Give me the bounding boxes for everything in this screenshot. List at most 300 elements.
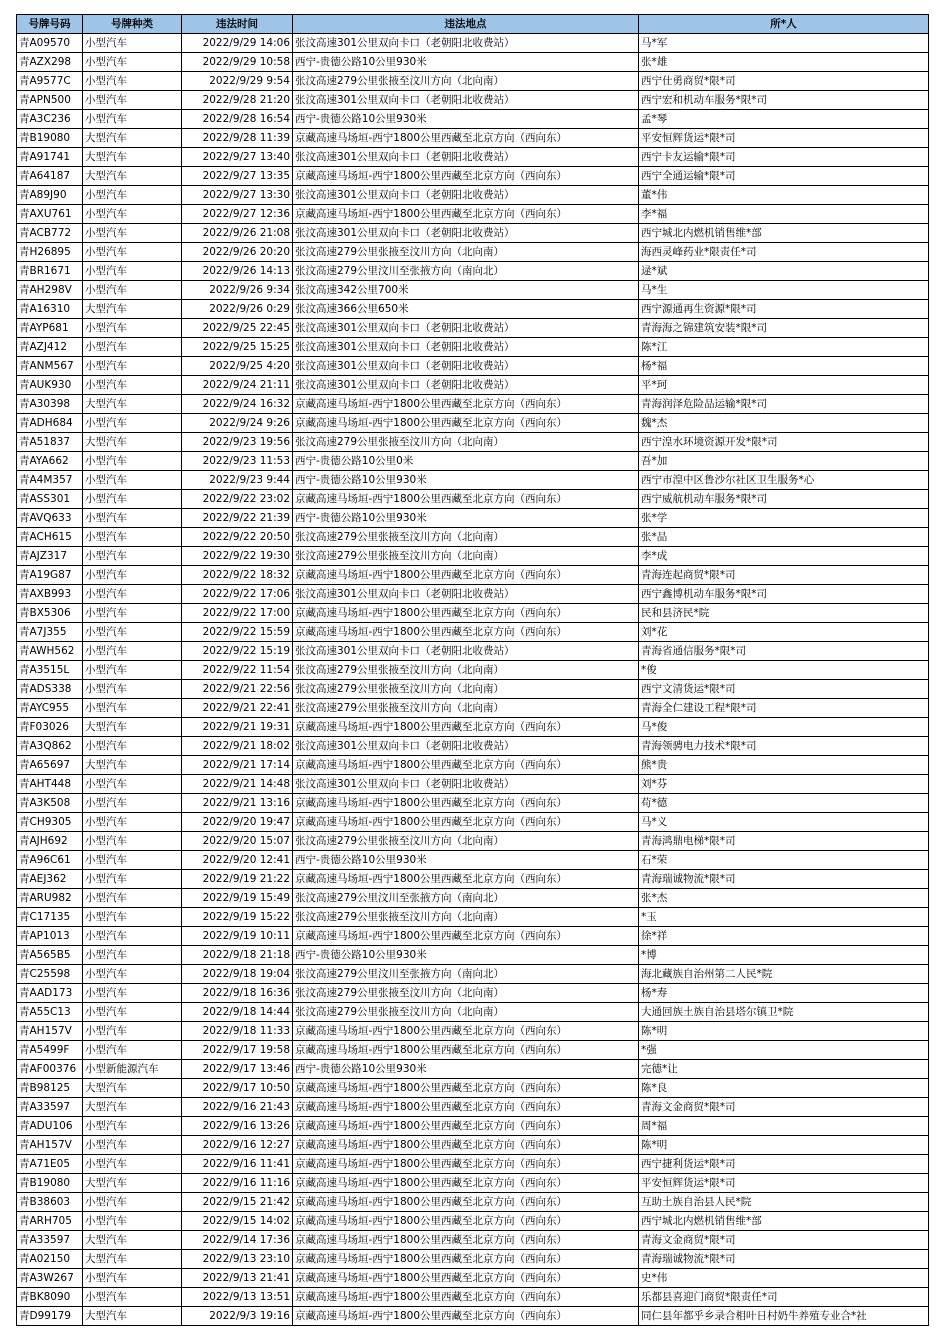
cell-plate: 青A09570 xyxy=(17,34,83,53)
cell-plate: 青ADS338 xyxy=(17,680,83,699)
cell-owner: 平安恒辉货运*限*司 xyxy=(639,1174,929,1193)
table-row xyxy=(17,794,929,813)
cell-plate: 青A89J90 xyxy=(17,186,83,205)
table-row xyxy=(17,433,929,452)
cell-owner: 张*学 xyxy=(639,509,929,528)
cell-location: 京藏高速马场垣-西宁1800公里西藏至北京方向（西向东） xyxy=(293,1136,639,1155)
cell-plate: 青A02150 xyxy=(17,1250,83,1269)
cell-time: 2022/9/17 10:50 xyxy=(182,1079,293,1098)
cell-time: 2022/9/21 22:56 xyxy=(182,680,293,699)
cell-plate: 青A55C13 xyxy=(17,1003,83,1022)
cell-plate: 青AJZ317 xyxy=(17,547,83,566)
header-row xyxy=(17,15,929,34)
cell-plate: 青AZJ412 xyxy=(17,338,83,357)
table-row xyxy=(17,737,929,756)
cell-owner: 西宁卡友运输*限*司 xyxy=(639,148,929,167)
cell-location: 京藏高速马场垣-西宁1800公里西藏至北京方向（西向东） xyxy=(293,1117,639,1136)
cell-time: 2022/9/22 19:30 xyxy=(182,547,293,566)
cell-owner: 马*军 xyxy=(639,34,929,53)
cell-location: 京藏高速马场垣-西宁1800公里西藏至北京方向（西向东） xyxy=(293,1155,639,1174)
table-row xyxy=(17,547,929,566)
cell-type: 小型汽车 xyxy=(83,547,182,566)
cell-plate: 青AWH562 xyxy=(17,642,83,661)
cell-type: 大型汽车 xyxy=(83,395,182,414)
cell-owner: 民和县济民*院 xyxy=(639,604,929,623)
cell-plate: 青AAD173 xyxy=(17,984,83,1003)
cell-location: 张汶高速279公里张掖至汶川方向（北向南） xyxy=(293,528,639,547)
table-row xyxy=(17,205,929,224)
cell-type: 小型汽车 xyxy=(83,623,182,642)
table-row xyxy=(17,851,929,870)
cell-location: 京藏高速马场垣-西宁1800公里西藏至北京方向（西向东） xyxy=(293,756,639,775)
table-row xyxy=(17,471,929,490)
table-row xyxy=(17,832,929,851)
cell-location: 西宁-贵德公路10公里0米 xyxy=(293,452,639,471)
cell-time: 2022/9/22 21:39 xyxy=(182,509,293,528)
cell-time: 2022/9/16 21:43 xyxy=(182,1098,293,1117)
cell-location: 京藏高速马场垣-西宁1800公里西藏至北京方向（西向东） xyxy=(293,1098,639,1117)
cell-location: 张汶高速366公里650米 xyxy=(293,300,639,319)
cell-owner: 周*福 xyxy=(639,1117,929,1136)
cell-plate: 青A3W267 xyxy=(17,1269,83,1288)
cell-location: 京藏高速马场垣-西宁1800公里西藏至北京方向（西向东） xyxy=(293,623,639,642)
cell-time: 2022/9/23 9:44 xyxy=(182,471,293,490)
cell-time: 2022/9/27 13:30 xyxy=(182,186,293,205)
cell-type: 小型汽车 xyxy=(83,851,182,870)
cell-type: 小型汽车 xyxy=(83,585,182,604)
table-row xyxy=(17,1212,929,1231)
cell-location: 京藏高速马场垣-西宁1800公里西藏至北京方向（西向东） xyxy=(293,1212,639,1231)
cell-type: 小型汽车 xyxy=(83,281,182,300)
cell-owner: 孟*琴 xyxy=(639,110,929,129)
cell-owner: 杨*福 xyxy=(639,357,929,376)
table-row xyxy=(17,1307,929,1326)
cell-location: 张汶高速301公里双向卡口（老朝阳北收费站） xyxy=(293,319,639,338)
cell-owner: 海北藏族自治州第二人民*院 xyxy=(639,965,929,984)
cell-type: 小型汽车 xyxy=(83,604,182,623)
cell-type: 小型汽车 xyxy=(83,53,182,72)
cell-location: 张汶高速279公里张掖至汶川方向（北向南） xyxy=(293,984,639,1003)
cell-type: 小型汽车 xyxy=(83,965,182,984)
cell-type: 小型汽车 xyxy=(83,91,182,110)
cell-location: 张汶高速279公里汶川至张掖方向（南向北） xyxy=(293,262,639,281)
cell-plate: 青ACB772 xyxy=(17,224,83,243)
cell-time: 2022/9/28 21:20 xyxy=(182,91,293,110)
table-row xyxy=(17,509,929,528)
cell-type: 大型汽车 xyxy=(83,1079,182,1098)
cell-plate: 青AJH692 xyxy=(17,832,83,851)
cell-owner: 杨*寿 xyxy=(639,984,929,1003)
cell-location: 京藏高速马场垣-西宁1800公里西藏至北京方向（西向东） xyxy=(293,718,639,737)
cell-owner: 逯*斌 xyxy=(639,262,929,281)
cell-location: 京藏高速马场垣-西宁1800公里西藏至北京方向（西向东） xyxy=(293,1193,639,1212)
cell-plate: 青ADH684 xyxy=(17,414,83,433)
cell-time: 2022/9/21 18:02 xyxy=(182,737,293,756)
table-row xyxy=(17,718,929,737)
table-row xyxy=(17,813,929,832)
cell-time: 2022/9/23 11:53 xyxy=(182,452,293,471)
cell-type: 小型汽车 xyxy=(83,1155,182,1174)
cell-type: 小型汽车 xyxy=(83,1269,182,1288)
cell-time: 2022/9/25 4:20 xyxy=(182,357,293,376)
cell-owner: 西宁源通再生资源*限*司 xyxy=(639,300,929,319)
cell-location: 张汶高速301公里双向卡口（老朝阳北收费站） xyxy=(293,338,639,357)
cell-time: 2022/9/16 11:16 xyxy=(182,1174,293,1193)
cell-type: 小型新能源汽车 xyxy=(83,1060,182,1079)
cell-location: 张汶高速279公里张掖至汶川方向（北向南） xyxy=(293,699,639,718)
table-row xyxy=(17,34,929,53)
table-row xyxy=(17,53,929,72)
cell-type: 小型汽车 xyxy=(83,794,182,813)
cell-plate: 青AVQ633 xyxy=(17,509,83,528)
cell-owner: 魏*杰 xyxy=(639,414,929,433)
cell-owner: *强 xyxy=(639,1041,929,1060)
cell-plate: 青ACH615 xyxy=(17,528,83,547)
cell-location: 京藏高速马场垣-西宁1800公里西藏至北京方向（西向东） xyxy=(293,1288,639,1307)
cell-time: 2022/9/27 12:36 xyxy=(182,205,293,224)
cell-plate: 青A19G87 xyxy=(17,566,83,585)
cell-type: 大型汽车 xyxy=(83,1231,182,1250)
table-row xyxy=(17,1155,929,1174)
cell-owner: 海西灵峰药业*限责任*司 xyxy=(639,243,929,262)
cell-plate: 青C17135 xyxy=(17,908,83,927)
cell-type: 小型汽车 xyxy=(83,870,182,889)
cell-time: 2022/9/29 14:06 xyxy=(182,34,293,53)
cell-owner: 史*伟 xyxy=(639,1269,929,1288)
cell-plate: 青APN500 xyxy=(17,91,83,110)
cell-type: 小型汽车 xyxy=(83,775,182,794)
cell-type: 小型汽车 xyxy=(83,528,182,547)
cell-type: 小型汽车 xyxy=(83,642,182,661)
cell-owner: 大通回族土族自治县塔尔镇卫*院 xyxy=(639,1003,929,1022)
cell-plate: 青A7J355 xyxy=(17,623,83,642)
cell-time: 2022/9/15 14:02 xyxy=(182,1212,293,1231)
cell-time: 2022/9/21 22:41 xyxy=(182,699,293,718)
cell-time: 2022/9/19 10:11 xyxy=(182,927,293,946)
cell-owner: 熊*贵 xyxy=(639,756,929,775)
cell-owner: *玉 xyxy=(639,908,929,927)
table-row xyxy=(17,1250,929,1269)
cell-location: 西宁-贵德公路10公里930米 xyxy=(293,946,639,965)
cell-time: 2022/9/22 18:32 xyxy=(182,566,293,585)
cell-time: 2022/9/21 17:14 xyxy=(182,756,293,775)
cell-plate: 青AZX298 xyxy=(17,53,83,72)
cell-time: 2022/9/26 21:08 xyxy=(182,224,293,243)
cell-time: 2022/9/3 19:16 xyxy=(182,1307,293,1326)
cell-type: 小型汽车 xyxy=(83,224,182,243)
cell-location: 张汶高速279公里张掖至汶川方向（北向南） xyxy=(293,72,639,91)
cell-time: 2022/9/13 21:41 xyxy=(182,1269,293,1288)
cell-location: 京藏高速马场垣-西宁1800公里西藏至北京方向（西向东） xyxy=(293,813,639,832)
cell-time: 2022/9/14 17:36 xyxy=(182,1231,293,1250)
cell-location: 京藏高速马场垣-西宁1800公里西藏至北京方向（西向东） xyxy=(293,870,639,889)
cell-plate: 青A51837 xyxy=(17,433,83,452)
table-row xyxy=(17,357,929,376)
cell-owner: 苟*德 xyxy=(639,794,929,813)
cell-owner: 青海省通信服务*限*司 xyxy=(639,642,929,661)
cell-location: 西宁-贵德公路10公里930米 xyxy=(293,509,639,528)
cell-owner: 张*杰 xyxy=(639,889,929,908)
table-row xyxy=(17,300,929,319)
cell-location: 京藏高速马场垣-西宁1800公里西藏至北京方向（西向东） xyxy=(293,1174,639,1193)
cell-owner: 平安恒辉货运*限*司 xyxy=(639,129,929,148)
cell-location: 张汶高速279公里张掖至汶川方向（北向南） xyxy=(293,433,639,452)
table-row xyxy=(17,1231,929,1250)
cell-plate: 青B19080 xyxy=(17,129,83,148)
table-row xyxy=(17,756,929,775)
cell-time: 2022/9/25 15:25 xyxy=(182,338,293,357)
table-row xyxy=(17,870,929,889)
cell-location: 京藏高速马场垣-西宁1800公里西藏至北京方向（西向东） xyxy=(293,129,639,148)
cell-type: 小型汽车 xyxy=(83,490,182,509)
cell-type: 大型汽车 xyxy=(83,167,182,186)
cell-owner: 青海润泽危险品运输*限*司 xyxy=(639,395,929,414)
cell-owner: 同仁县年都乎乡录合相叶日村奶牛养殖专业合*社 xyxy=(639,1307,929,1326)
cell-location: 张汶高速279公里张掖至汶川方向（北向南） xyxy=(293,661,639,680)
cell-type: 大型汽车 xyxy=(83,129,182,148)
table-body xyxy=(17,34,929,1326)
table-row xyxy=(17,1117,929,1136)
violation-sheet xyxy=(16,14,929,1326)
cell-type: 小型汽车 xyxy=(83,737,182,756)
cell-location: 京藏高速马场垣-西宁1800公里西藏至北京方向（西向东） xyxy=(293,1307,639,1326)
cell-time: 2022/9/20 12:41 xyxy=(182,851,293,870)
cell-type: 小型汽车 xyxy=(83,1022,182,1041)
cell-plate: 青A65697 xyxy=(17,756,83,775)
cell-location: 张汶高速301公里双向卡口（老朝阳北收费站） xyxy=(293,376,639,395)
cell-time: 2022/9/22 15:19 xyxy=(182,642,293,661)
cell-location: 张汶高速301公里双向卡口（老朝阳北收费站） xyxy=(293,148,639,167)
cell-plate: 青A3C236 xyxy=(17,110,83,129)
cell-plate: 青AH298V xyxy=(17,281,83,300)
cell-location: 京藏高速马场垣-西宁1800公里西藏至北京方向（西向东） xyxy=(293,927,639,946)
header-plate: 号牌号码 xyxy=(17,15,83,34)
cell-owner: 完德*让 xyxy=(639,1060,929,1079)
cell-plate: 青CH9305 xyxy=(17,813,83,832)
table-row xyxy=(17,414,929,433)
cell-time: 2022/9/18 14:44 xyxy=(182,1003,293,1022)
cell-type: 小型汽车 xyxy=(83,376,182,395)
cell-type: 小型汽车 xyxy=(83,946,182,965)
cell-time: 2022/9/13 23:10 xyxy=(182,1250,293,1269)
cell-owner: 青海文金商贸*限*司 xyxy=(639,1098,929,1117)
cell-location: 京藏高速马场垣-西宁1800公里西藏至北京方向（西向东） xyxy=(293,1022,639,1041)
cell-plate: 青AEJ362 xyxy=(17,870,83,889)
cell-location: 京藏高速马场垣-西宁1800公里西藏至北京方向（西向东） xyxy=(293,395,639,414)
table-row xyxy=(17,1193,929,1212)
cell-plate: 青A9577C xyxy=(17,72,83,91)
cell-type: 小型汽车 xyxy=(83,1193,182,1212)
cell-type: 小型汽车 xyxy=(83,699,182,718)
cell-owner: 青海全仁建设工程*限*司 xyxy=(639,699,929,718)
cell-type: 大型汽车 xyxy=(83,148,182,167)
cell-plate: 青ASS301 xyxy=(17,490,83,509)
cell-owner: *博 xyxy=(639,946,929,965)
cell-plate: 青A64187 xyxy=(17,167,83,186)
cell-type: 小型汽车 xyxy=(83,927,182,946)
cell-type: 大型汽车 xyxy=(83,756,182,775)
cell-plate: 青ANM567 xyxy=(17,357,83,376)
cell-location: 京藏高速马场垣-西宁1800公里西藏至北京方向（西向东） xyxy=(293,794,639,813)
cell-time: 2022/9/18 21:18 xyxy=(182,946,293,965)
cell-time: 2022/9/25 22:45 xyxy=(182,319,293,338)
cell-owner: 董*伟 xyxy=(639,186,929,205)
cell-location: 京藏高速马场垣-西宁1800公里西藏至北京方向（西向东） xyxy=(293,205,639,224)
cell-owner: 李*成 xyxy=(639,547,929,566)
cell-plate: 青AXB993 xyxy=(17,585,83,604)
cell-owner: 西宁鑫博机动车服务*限*司 xyxy=(639,585,929,604)
cell-owner: 马*生 xyxy=(639,281,929,300)
cell-owner: 西宁威航机动车服务*限*司 xyxy=(639,490,929,509)
cell-plate: 青AH157V xyxy=(17,1022,83,1041)
cell-location: 张汶高速279公里张掖至汶川方向（北向南） xyxy=(293,680,639,699)
cell-location: 京藏高速马场垣-西宁1800公里西藏至北京方向（西向东） xyxy=(293,566,639,585)
cell-owner: 互助土族自治县人民*院 xyxy=(639,1193,929,1212)
cell-type: 小型汽车 xyxy=(83,832,182,851)
cell-type: 小型汽车 xyxy=(83,319,182,338)
cell-type: 大型汽车 xyxy=(83,300,182,319)
cell-location: 张汶高速301公里双向卡口（老朝阳北收费站） xyxy=(293,224,639,243)
cell-location: 京藏高速马场垣-西宁1800公里西藏至北京方向（西向东） xyxy=(293,1269,639,1288)
table-row xyxy=(17,699,929,718)
cell-plate: 青AP1013 xyxy=(17,927,83,946)
cell-type: 小型汽车 xyxy=(83,357,182,376)
cell-plate: 青BX5306 xyxy=(17,604,83,623)
table-row xyxy=(17,110,929,129)
cell-time: 2022/9/16 11:41 xyxy=(182,1155,293,1174)
cell-time: 2022/9/24 9:26 xyxy=(182,414,293,433)
table-row xyxy=(17,680,929,699)
cell-location: 京藏高速马场垣-西宁1800公里西藏至北京方向（西向东） xyxy=(293,490,639,509)
cell-time: 2022/9/26 9:34 xyxy=(182,281,293,300)
cell-plate: 青B19080 xyxy=(17,1174,83,1193)
cell-location: 张汶高速279公里张掖至汶川方向（北向南） xyxy=(293,832,639,851)
cell-time: 2022/9/29 9:54 xyxy=(182,72,293,91)
table-row xyxy=(17,129,929,148)
cell-location: 京藏高速马场垣-西宁1800公里西藏至北京方向（西向东） xyxy=(293,604,639,623)
cell-type: 小型汽车 xyxy=(83,205,182,224)
cell-location: 张汶高速279公里汶川至张掖方向（南向北） xyxy=(293,965,639,984)
cell-location: 张汶高速301公里双向卡口（老朝阳北收费站） xyxy=(293,34,639,53)
table-row xyxy=(17,452,929,471)
cell-owner: 西宁城北内燃机销售维*部 xyxy=(639,1212,929,1231)
cell-location: 京藏高速马场垣-西宁1800公里西藏至北京方向（西向东） xyxy=(293,414,639,433)
table-row xyxy=(17,1288,929,1307)
header-type: 号牌种类 xyxy=(83,15,182,34)
cell-plate: 青A4M357 xyxy=(17,471,83,490)
cell-time: 2022/9/17 13:46 xyxy=(182,1060,293,1079)
cell-plate: 青BR1671 xyxy=(17,262,83,281)
table-row xyxy=(17,1098,929,1117)
cell-plate: 青AYA662 xyxy=(17,452,83,471)
table-row xyxy=(17,148,929,167)
cell-plate: 青A33597 xyxy=(17,1231,83,1250)
table-row xyxy=(17,642,929,661)
cell-type: 大型汽车 xyxy=(83,1250,182,1269)
cell-time: 2022/9/21 14:48 xyxy=(182,775,293,794)
cell-type: 大型汽车 xyxy=(83,1307,182,1326)
cell-plate: 青AYC955 xyxy=(17,699,83,718)
table-row xyxy=(17,1174,929,1193)
cell-plate: 青A33597 xyxy=(17,1098,83,1117)
table-row xyxy=(17,224,929,243)
cell-time: 2022/9/27 13:40 xyxy=(182,148,293,167)
cell-type: 小型汽车 xyxy=(83,908,182,927)
cell-type: 小型汽车 xyxy=(83,243,182,262)
cell-type: 大型汽车 xyxy=(83,718,182,737)
cell-owner: 刘*芬 xyxy=(639,775,929,794)
cell-location: 京藏高速马场垣-西宁1800公里西藏至北京方向（西向东） xyxy=(293,1041,639,1060)
table-row xyxy=(17,1079,929,1098)
cell-plate: 青AYP681 xyxy=(17,319,83,338)
cell-time: 2022/9/22 15:59 xyxy=(182,623,293,642)
cell-type: 小型汽车 xyxy=(83,1136,182,1155)
table-row xyxy=(17,395,929,414)
cell-owner: 西宁仕勇商贸*限*司 xyxy=(639,72,929,91)
table-row xyxy=(17,984,929,1003)
cell-time: 2022/9/28 16:54 xyxy=(182,110,293,129)
cell-location: 张汶高速279公里汶川至张掖方向（南向北） xyxy=(293,889,639,908)
table-row xyxy=(17,243,929,262)
cell-owner: 刘*花 xyxy=(639,623,929,642)
table-row xyxy=(17,91,929,110)
header-time: 违法时间 xyxy=(182,15,293,34)
table-row xyxy=(17,927,929,946)
table-row xyxy=(17,946,929,965)
table-row xyxy=(17,1269,929,1288)
table-row xyxy=(17,775,929,794)
cell-owner: 陈*明 xyxy=(639,1136,929,1155)
cell-type: 小型汽车 xyxy=(83,452,182,471)
cell-owner: 张*雄 xyxy=(639,53,929,72)
cell-location: 张汶高速301公里双向卡口（老朝阳北收费站） xyxy=(293,91,639,110)
cell-time: 2022/9/18 19:04 xyxy=(182,965,293,984)
cell-plate: 青A30398 xyxy=(17,395,83,414)
cell-type: 小型汽车 xyxy=(83,262,182,281)
cell-type: 小型汽车 xyxy=(83,1041,182,1060)
cell-plate: 青A91741 xyxy=(17,148,83,167)
cell-type: 大型汽车 xyxy=(83,1174,182,1193)
cell-owner: 马*俊 xyxy=(639,718,929,737)
table-row xyxy=(17,490,929,509)
cell-plate: 青AF00376 xyxy=(17,1060,83,1079)
cell-location: 京藏高速马场垣-西宁1800公里西藏至北京方向（西向东） xyxy=(293,1231,639,1250)
cell-location: 张汶高速301公里双向卡口（老朝阳北收费站） xyxy=(293,357,639,376)
cell-type: 小型汽车 xyxy=(83,661,182,680)
table-row xyxy=(17,167,929,186)
table-row xyxy=(17,661,929,680)
cell-owner: 马*义 xyxy=(639,813,929,832)
cell-time: 2022/9/22 11:54 xyxy=(182,661,293,680)
cell-type: 小型汽车 xyxy=(83,34,182,53)
cell-time: 2022/9/19 15:49 xyxy=(182,889,293,908)
cell-owner: 陈*江 xyxy=(639,338,929,357)
cell-owner: 西宁市湟中区鲁沙尔社区卫生服务*心 xyxy=(639,471,929,490)
table-row xyxy=(17,262,929,281)
cell-location: 张汶高速301公里双向卡口（老朝阳北收费站） xyxy=(293,775,639,794)
table-row xyxy=(17,1136,929,1155)
cell-time: 2022/9/13 13:51 xyxy=(182,1288,293,1307)
cell-location: 张汶高速301公里双向卡口（老朝阳北收费站） xyxy=(293,585,639,604)
table-row xyxy=(17,604,929,623)
cell-location: 张汶高速342公里700米 xyxy=(293,281,639,300)
table-row xyxy=(17,281,929,300)
cell-plate: 青A16310 xyxy=(17,300,83,319)
cell-plate: 青A96C61 xyxy=(17,851,83,870)
cell-owner: 西宁湟水环境资源开发*限*司 xyxy=(639,433,929,452)
cell-time: 2022/9/22 23:02 xyxy=(182,490,293,509)
cell-time: 2022/9/15 21:42 xyxy=(182,1193,293,1212)
